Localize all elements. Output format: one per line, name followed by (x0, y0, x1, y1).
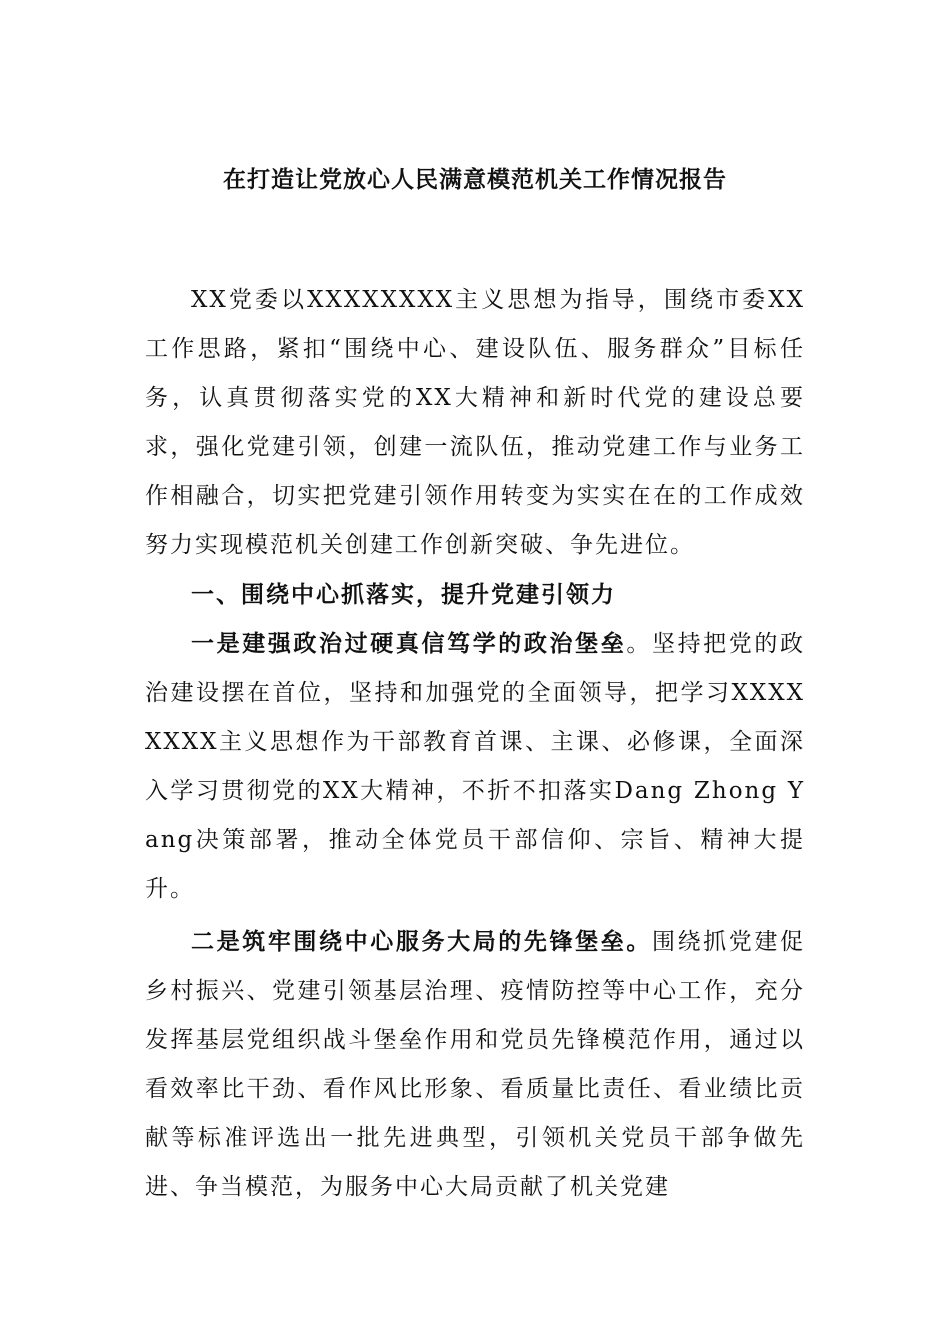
point-two-lead: 二是筑牢围绕中心服务大局的先锋堡垒。 (191, 928, 652, 955)
point-two-body: 围绕抓党建促乡村振兴、党建引领基层治理、疫情防控等中心工作，充分发挥基层党组织战斗堡垒作用和党员先锋模范作用，通过以看效率比干劲、看作风比形象、看质量比责任、看业绩比贡献等标准评选出一批先进典型，引领机关党员干部争做先进、争当模范，为服务中心大局贡献了机关党建 (145, 929, 806, 1200)
point-two-paragraph (145, 917, 805, 1212)
point-one-body: 。坚持把党的政治建设摆在首位，坚持和加强党的全面领导，把学习XXXXXXXX主义思想作为干部教育首课、主课、必修课，全面深入学习贯彻党的XX大精神，不折不扣落实Dang Zhong Yang决策部署，推动全体党员干部信仰、宗旨、精神大提升。 (145, 631, 806, 902)
intro-paragraph: XX党委以XXXXXXXX主义思想为指导，围绕市委XX工作思路，紧扣“围绕中心、建设队伍、服务群众”目标任务，认真贯彻落实党的XX大精神和新时代党的建设总要求，强化党建引领，创建一流队伍，推动党建工作与业务工作相融合，切实把党建引领作用转变为实实在在的工作成效努力实现模范机关创建工作创新突破、争先进位。 (145, 287, 805, 558)
document-title: 在打造让党放心人民满意模范机关工作情况报告 (223, 166, 727, 193)
point-one-lead: 一是建强政治过硬真信笃学的政治堡垒 (191, 630, 627, 657)
point-one-paragraph (145, 619, 805, 914)
section-heading: 一、围绕中心抓落实，提升党建引领力 (191, 581, 616, 608)
